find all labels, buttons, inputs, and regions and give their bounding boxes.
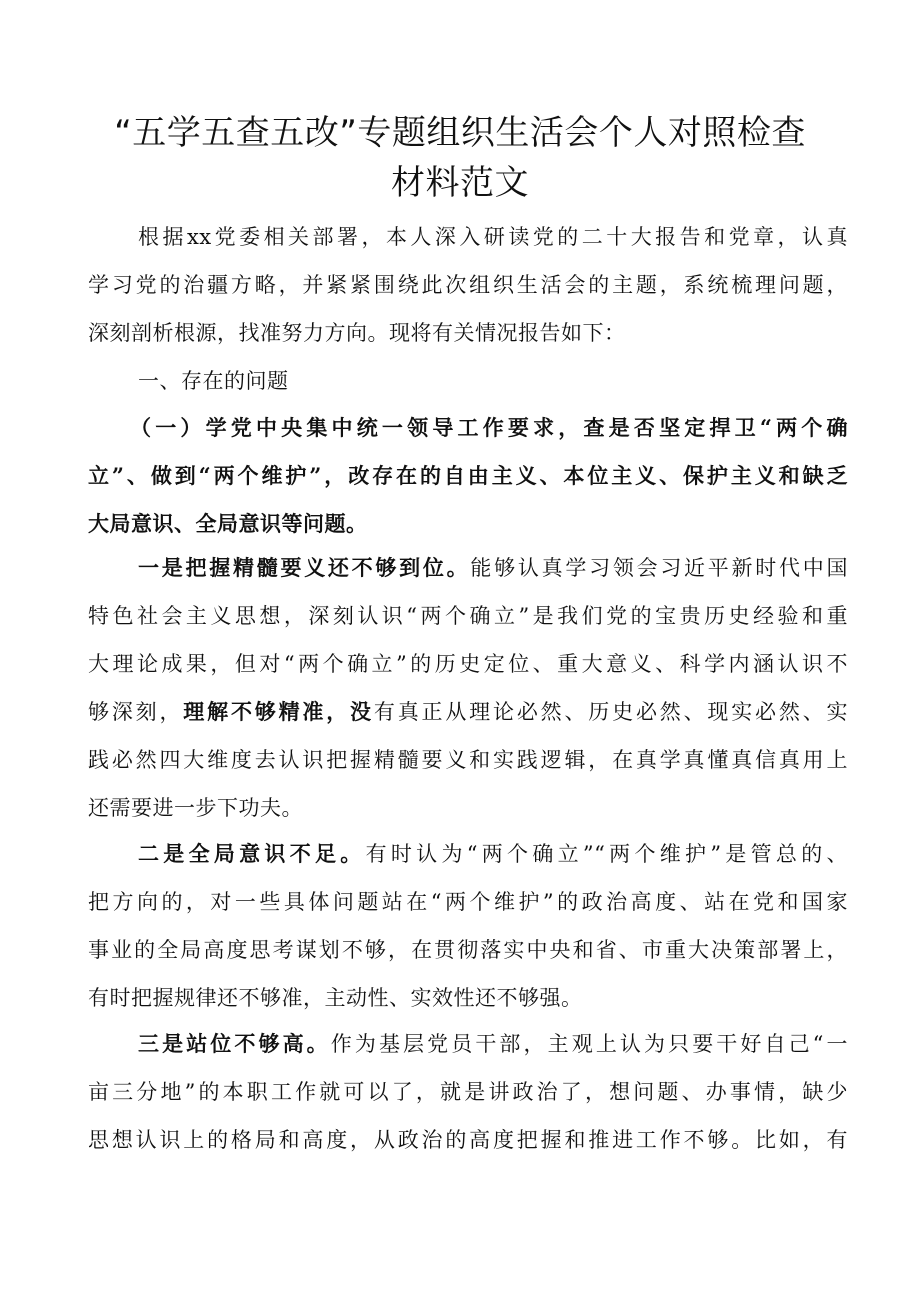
point3-line-1 [138, 1029, 848, 1059]
document-title-line-2: 材料范文 [391, 163, 529, 203]
point1-line-5: 践必然四大维度去认识把握精髓要义和实践逻辑，在真学真懂真信真用上 [88, 748, 848, 772]
document-title-line-1: “五学五查五改”专题组织生活会个人对照检查 [114, 113, 806, 153]
point2-line-4: 有时把握规律还不够准，主动性、实效性还不够强。 [88, 986, 583, 1010]
intro-line-1: 根据xx党委相关部署，本人深入研读党的二十大报告和党章，认真 [138, 225, 848, 249]
point3-line-2: 亩三分地”的本职工作就可以了，就是讲政治了，想问题、办事情，缺少 [88, 1080, 848, 1104]
point3-line-3: 思想认识上的格局和高度，从政治的高度把握和推进工作不够。比如，有 [88, 1128, 848, 1152]
intro-line-3: 深刻剖析根源，找准努力方向。现将有关情况报告如下： [88, 321, 626, 345]
point1-lead: 一是把握精髓要义还不够到位。 [138, 555, 471, 580]
point2-line-1 [138, 839, 848, 869]
point1-line-1-text: 能够认真学习领会习近平新时代中国 [470, 556, 849, 580]
point3-lead: 三是站位不够高。 [138, 1031, 331, 1056]
subheading-line-1: （一）学党中央集中统一领导工作要求，查是否坚定捍卫“两个确 [130, 415, 848, 440]
point1-line-2: 特色社会主义思想，深刻认识“两个确立”是我们党的宝贵历史经验和重 [88, 604, 848, 628]
section-heading: 一、存在的问题 [138, 369, 289, 393]
point1-line-4 [88, 697, 848, 727]
intro-line-2: 学习党的治疆方略，并紧紧围绕此次组织生活会的主题，系统梳理问题， [88, 273, 848, 297]
point2-lead: 二是全局意识不足。 [138, 841, 366, 866]
point1-line-1 [138, 553, 848, 583]
subheading-line-3: 大局意识、全局意识等问题。 [88, 511, 368, 536]
point3-line-1-text: 作为基层党员干部，主观上认为只要干好自己“一 [330, 1032, 849, 1056]
point2-line-1-text: 有时认为“两个确立”“两个维护”是管总的、 [365, 842, 848, 866]
point1-line-4-b: 有真正从理论必然、历史必然、现实必然、实 [373, 700, 849, 724]
point1-line-4-bold: 理解不够精准，没 [183, 699, 374, 724]
point1-line-4-a: 够深刻， [88, 700, 184, 724]
point1-line-6: 还需要进一步下功夫。 [88, 796, 303, 820]
point1-line-3: 大理论成果，但对“两个确立”的历史定位、重大意义、科学内涵认识不 [88, 652, 848, 676]
point2-line-2: 把方向的，对一些具体问题站在“两个维护”的政治高度、站在党和国家 [88, 890, 848, 914]
point2-line-3: 事业的全局高度思考谋划不够，在贯彻落实中央和省、市重大决策部署上， [88, 938, 848, 962]
subheading-line-2: 立”、做到“两个维护”，改存在的自由主义、本位主义、保护主义和缺乏 [88, 463, 848, 488]
